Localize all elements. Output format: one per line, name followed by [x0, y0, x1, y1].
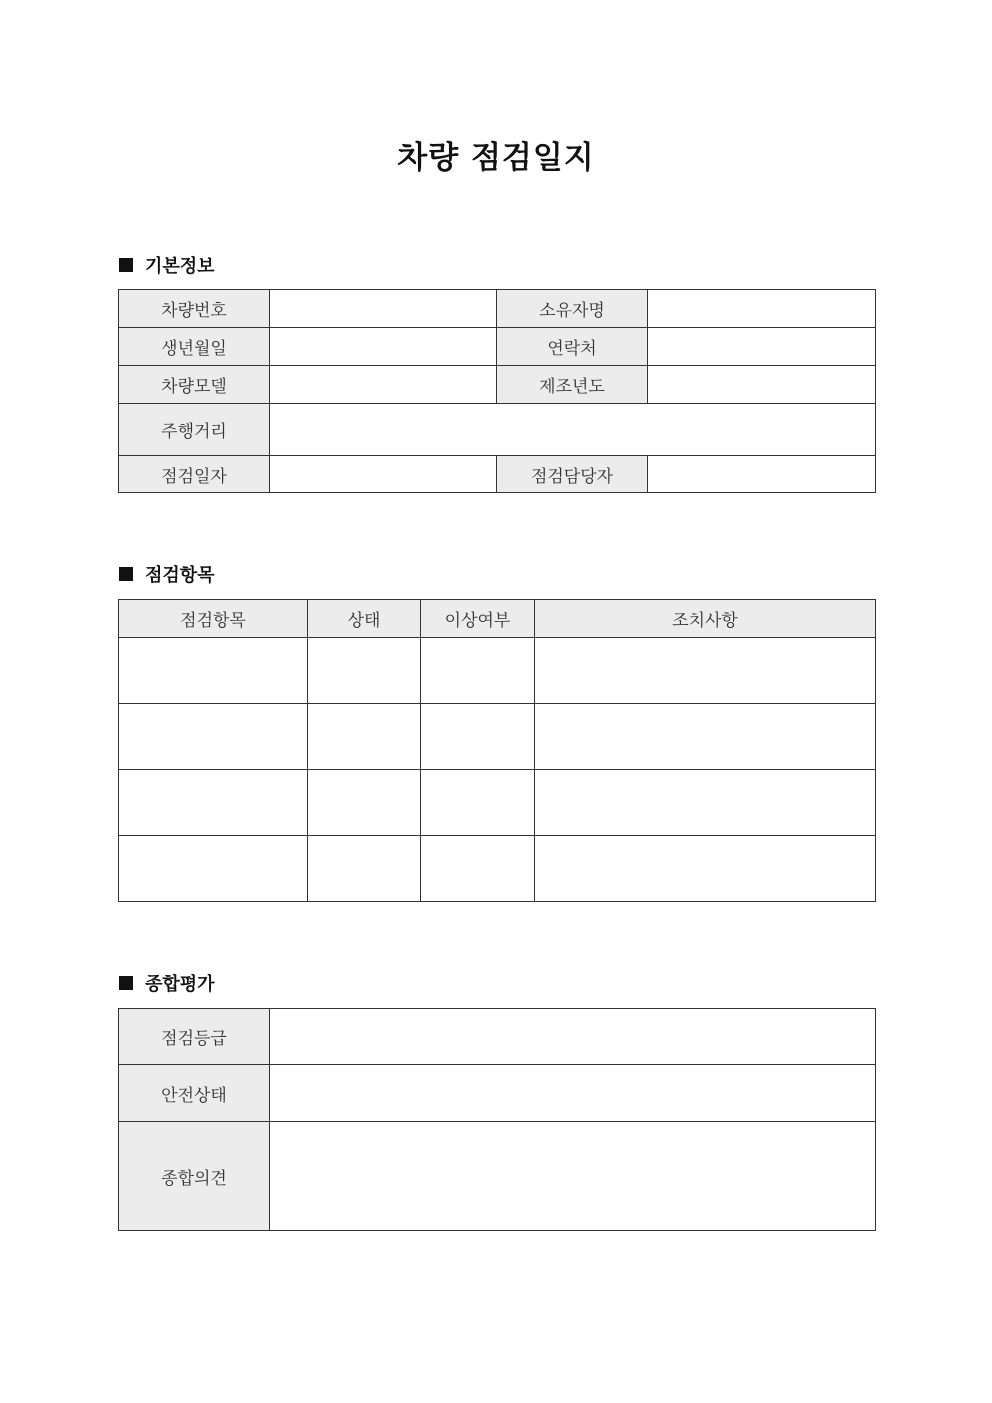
owner-field[interactable] — [648, 290, 876, 328]
action-cell[interactable] — [535, 770, 876, 836]
inspect-date-field[interactable] — [270, 456, 497, 493]
action-cell[interactable] — [535, 638, 876, 704]
status-cell[interactable] — [308, 704, 421, 770]
page-title: 차량 점검일지 — [397, 140, 595, 176]
item-cell[interactable] — [119, 638, 308, 704]
section-title: 종합평가 — [145, 974, 215, 995]
label-opinion: 종합의견 — [119, 1122, 270, 1231]
mileage-field[interactable] — [270, 404, 876, 456]
abnormal-cell[interactable] — [421, 836, 535, 902]
label-grade: 점검등급 — [119, 1009, 270, 1065]
label-inspector: 점검담당자 — [497, 456, 648, 493]
square-bullet-icon — [119, 976, 133, 990]
action-cell[interactable] — [535, 704, 876, 770]
abnormal-cell[interactable] — [421, 704, 535, 770]
label-birth: 생년월일 — [119, 328, 270, 366]
label-car-number: 차량번호 — [119, 290, 270, 328]
action-cell[interactable] — [535, 836, 876, 902]
table-row — [119, 704, 876, 770]
label-owner: 소유자명 — [497, 290, 648, 328]
basic-info-table — [118, 289, 876, 493]
square-bullet-icon — [119, 258, 133, 272]
section-heading-summary — [119, 971, 215, 995]
model-field[interactable] — [270, 366, 497, 404]
square-bullet-icon — [119, 567, 133, 581]
section-title: 점검항목 — [145, 565, 215, 586]
item-cell[interactable] — [119, 704, 308, 770]
abnormal-cell[interactable] — [421, 638, 535, 704]
label-year: 제조년도 — [497, 366, 648, 404]
safety-field[interactable] — [270, 1065, 876, 1122]
label-mileage: 주행거리 — [119, 404, 270, 456]
inspection-items-table — [118, 599, 876, 902]
table-row — [119, 638, 876, 704]
status-cell[interactable] — [308, 836, 421, 902]
birth-field[interactable] — [270, 328, 497, 366]
abnormal-cell[interactable] — [421, 770, 535, 836]
header-item: 점검항목 — [119, 600, 308, 638]
status-cell[interactable] — [308, 638, 421, 704]
contact-field[interactable] — [648, 328, 876, 366]
section-heading-items — [119, 562, 215, 586]
section-title: 기본정보 — [145, 256, 215, 277]
status-cell[interactable] — [308, 770, 421, 836]
header-abnormal: 이상여부 — [421, 600, 535, 638]
year-field[interactable] — [648, 366, 876, 404]
label-inspect-date: 점검일자 — [119, 456, 270, 493]
grade-field[interactable] — [270, 1009, 876, 1065]
header-action: 조치사항 — [535, 600, 876, 638]
opinion-field[interactable] — [270, 1122, 876, 1231]
car-number-field[interactable] — [270, 290, 497, 328]
item-cell[interactable] — [119, 836, 308, 902]
table-row — [119, 770, 876, 836]
summary-table — [118, 1008, 876, 1231]
label-contact: 연락처 — [497, 328, 648, 366]
label-model: 차량모델 — [119, 366, 270, 404]
header-status: 상태 — [308, 600, 421, 638]
section-heading-basic — [119, 253, 215, 277]
inspector-field[interactable] — [648, 456, 876, 493]
table-row — [119, 836, 876, 902]
item-cell[interactable] — [119, 770, 308, 836]
label-safety: 안전상태 — [119, 1065, 270, 1122]
